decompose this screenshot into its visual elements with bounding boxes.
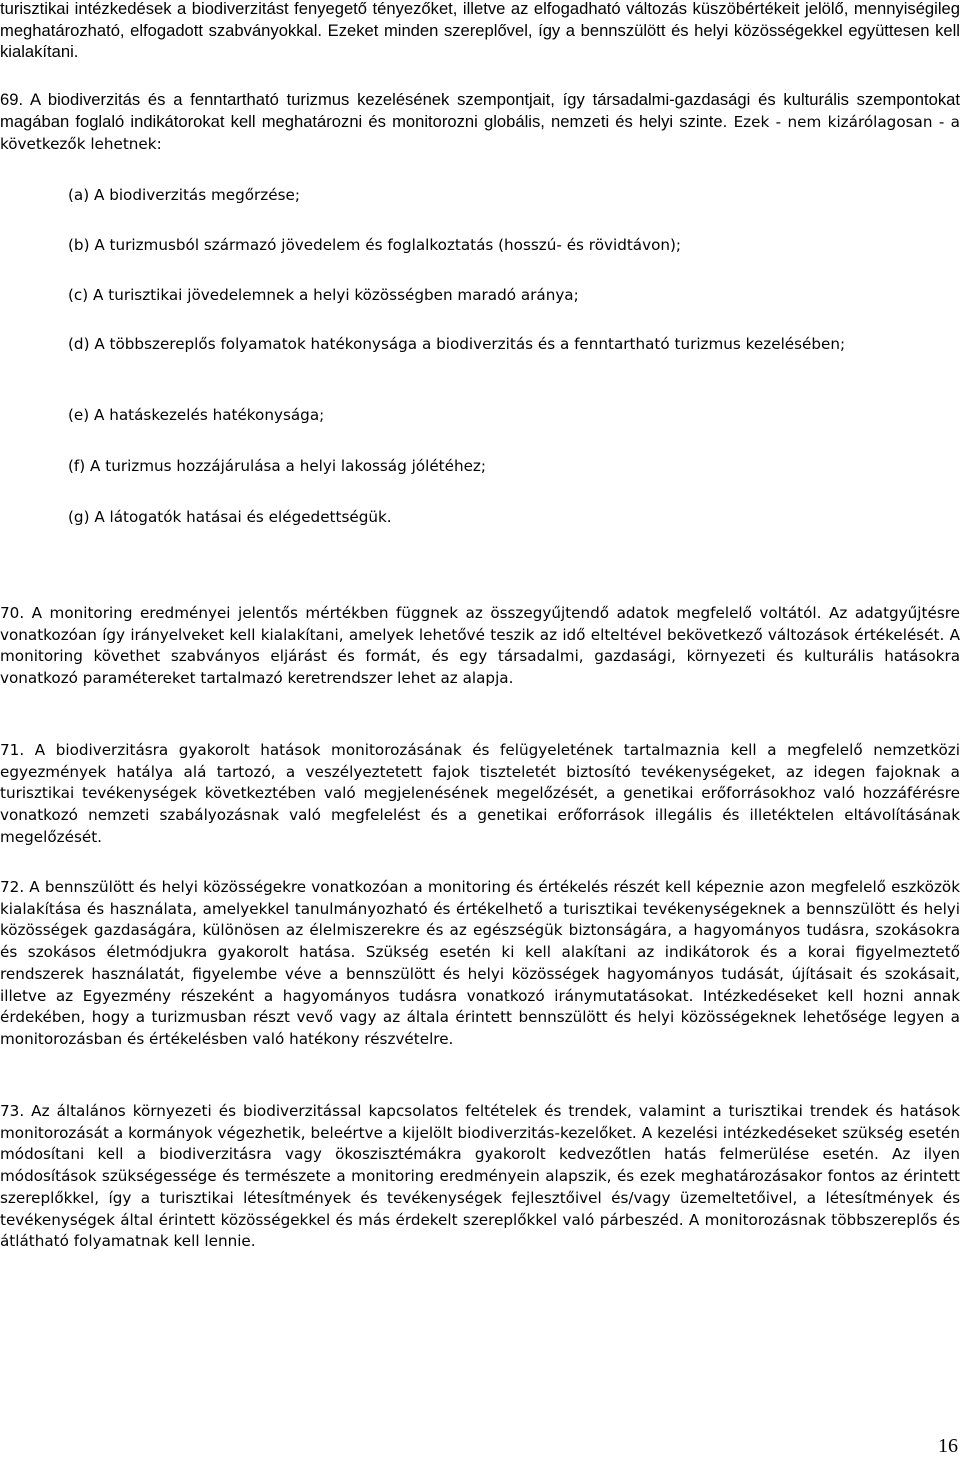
list-item-c: (c) A turisztikai jövedelemnek a helyi közösségben maradó aránya; [68,286,579,304]
list-item-f: (f) A turizmus hozzájárulása a helyi lakosság jólétéhez; [68,457,487,475]
paragraph-70: 70. A monitoring eredményei jelentős mértékben függnek az összegyűjtendő adatok megfelelő voltától. Az adatgyűjtésre vonatkozóan így irányelveket kell kialakítani, amelyek lehetővé teszik az idő elteltével bekövetkező változások értékelését. A monitoring követhet szabványos eljárást és formát, és egy társadalmi, gazdasági, környezeti és kulturális hatásokra vonatkozó paramétereket tartalmazó keretrendszer lehet az alapja. [0,604,960,688]
intro-continuation-paragraph: turisztikai intézkedések a biodiverzitást fenyegető tényezőket, illetve az elfogadható változás küszöbértékeit jelölő, mennyiségileg meghatározható, elfogadott szabványokkal. Ezeket minden szereplővel, így a bennszülött és helyi közösségekkel együttesen kell kialakítani. [0,0,960,62]
list-item-e: (e) A hatáskezelés hatékonysága; [68,406,325,424]
paragraph-72: 72. A bennszülött és helyi közösségekre vonatkozóan a monitoring és értékelés részét kell képeznie azon megfelelő eszközök kialakítása és használata, amelyekkel tanulmányozható és értékelhető a turisztikai tevékenységeknek a bennszülött és helyi közösségek gazdaságára, különösen az élelmiszerekre és az egészségük biztonságára, a hagyományos tudásra, szokásokra és szokásos életmódjukra gyakorolt hatása. Szükség esetén ki kell alakítani az indikátorok és a korai figyelmeztető rendszerek használatát, figyelembe véve a bennszülött és helyi közösségek hagyományos tudását, újításait és szokásait, illetve az Egyezmény részeként a hagyományos tudásra vonatkozó iránymutatásokat. Intézkedéseket kell hozni annak érdekében, hogy a turizmusban részt vevő vagy az általa érintett bennszülött és helyi közösségeknek lehetősége legyen a monitorozásban és értékelésben való hatékony részvételre. [0,878,960,1048]
paragraph-69-lead: 69. A biodiverzitás és a fenntartható turizmus kezelésének szempontjait, így társadalmi-gazdasági és kulturális szempontokat magában foglaló indikátorokat kell meghatározni és monitorozni globális, nemzeti és helyi szinte. [0,90,960,131]
list-item-g: (g) A látogatók hatásai és elégedettségük. [68,508,392,526]
list-item-d: (d) A többszereplős folyamatok hatékonysága a biodiverzitás és a fenntartható turizmus kezelésében; [68,335,846,353]
list-item-b: (b) A turizmusból származó jövedelem és foglalkoztatás (hosszú- és rövidtávon); [68,236,682,254]
page-number: 16 [938,1435,958,1457]
paragraph-69 [0,89,960,156]
paragraph-69-tail: Ezek - nem kizárólagosan - a következők lehetnek: [0,112,960,154]
list-item-a: (a) A biodiverzitás megőrzése; [68,186,300,204]
paragraph-73: 73. Az általános környezeti és biodiverzitással kapcsolatos feltételek és trendek, valamint a turisztikai trendek és hatások monitorozását a kormányok végezhetik, beleértve a kijelölt biodiverzitás-kezelőket. A kezelési intézkedéseket szükség esetén módosítani kell a biodiverzitásra vagy ökoszisztémákra gyakorolt kedvezőtlen hatás felmerülése esetén. Az ilyen módosítások szükségessége és természete a monitoring eredményein alapszik, és ezek meghatározásakor fontos az érintett szereplőkkel, így a turisztikai létesítmények és tevékenységek fejlesztőivel és/vagy üzemeltetőivel, a létesítmények és tevékenységek által érintett közösségekkel és más érdekelt szereplőkkel való párbeszéd. A monitorozásnak többszereplős és átlátható folyamatnak kell lennie. [0,1102,960,1251]
paragraph-71: 71. A biodiverzitásra gyakorolt hatások monitorozásának és felügyeletének tartalmaznia kell a megfelelő nemzetközi egyezmények hatálya alá tartozó, a veszélyeztetett fajok tiszteletét biztosító tevékenységeket, az idegen fajoknak a turisztikai tevékenységek következtében való megjelenésének megelőzését, a genetikai erőforrásokhoz való hozzáférésre vonatkozó nemzeti szabályozásnak való megfelelést és a genetikai erőforrások illegális és illetéktelen eltávolításának megelőzését. [0,741,960,846]
